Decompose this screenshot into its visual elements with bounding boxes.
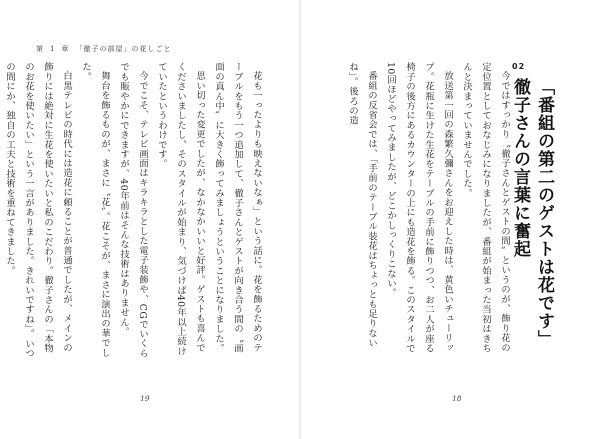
right-page (300, 0, 600, 439)
page-number: 18 (452, 394, 462, 403)
heading-line-1: 「番組の第二のゲストは花です」 (534, 78, 554, 348)
left-body-text (0, 62, 266, 362)
chapter-prefix: 第 (36, 45, 44, 53)
running-head (36, 44, 177, 54)
section-heading (508, 78, 556, 348)
paragraph: 今でこそ、テレビ画面はキラキラとした電子装飾や、CGでいくらでも賑やかにできますが、40年前はそんな技術はありません。 (118, 62, 148, 359)
paragraph: 放送第一回の森繁久彌さんをお迎えした時は、黄色いチューリップ。花瓶に生けた生花をテーブルの手前に飾りつつ、お二人が座る椅子の後方にあるカウンターの上にも造花を飾る。このスタイルで10回ほどやってみましたが、どこかしっくりこない。 (385, 62, 453, 353)
paragraph: 今ではすっかり〝徹子さんとゲストの間〟というのが、飾り花の定位置としておなじみになりましたが、番組が始まった当初はきちんと決まっていませんでした。 (461, 62, 510, 353)
heading-line-2: 徹子さんの言葉に奮起 (510, 78, 530, 258)
chapter-title: 「徹子の部屋」の花しごと (75, 45, 172, 53)
page-number: 19 (140, 394, 150, 403)
paragraph: 花も一ったよりも映えないなぁ」という話に。花を飾るためのテーブルをもう一つ追加して、徹子さんとゲストが向き合う間の〝画面の真ん中〟に大きく飾ってみましょうということになりました。 (213, 62, 262, 353)
paragraph: 舞台を飾るものが、まさに〝花〟。花こそが、まさに演出の華でした。 (80, 62, 110, 358)
paragraph: 思い切った変更でしたが、なかなかいいと好評。ゲストも喜んでくださいましたし、そのスタイルが始まり、気づけば40年以上続けていたというわけです。 (156, 62, 205, 356)
chapter-suffix: 章 (61, 45, 70, 53)
paragraph: 番組の反省会では、「手前のテーブル装花はちょっとも足りないね」。後ろの造 (347, 62, 377, 348)
paragraph: 白黒テレビの時代には造花に頼ることが普通でしたが、メインの飾りには絶対に生花を使いたいと私のこだわり。徹子さんの「本物のお花を使いたい」という一言がありました。きれいですね」。いつの間にか、独自の工夫と技術を重ねてきました。 (4, 62, 72, 359)
right-body-text (343, 62, 514, 362)
chapter-number: 1 (50, 45, 56, 53)
section-number: 02 (512, 62, 526, 71)
